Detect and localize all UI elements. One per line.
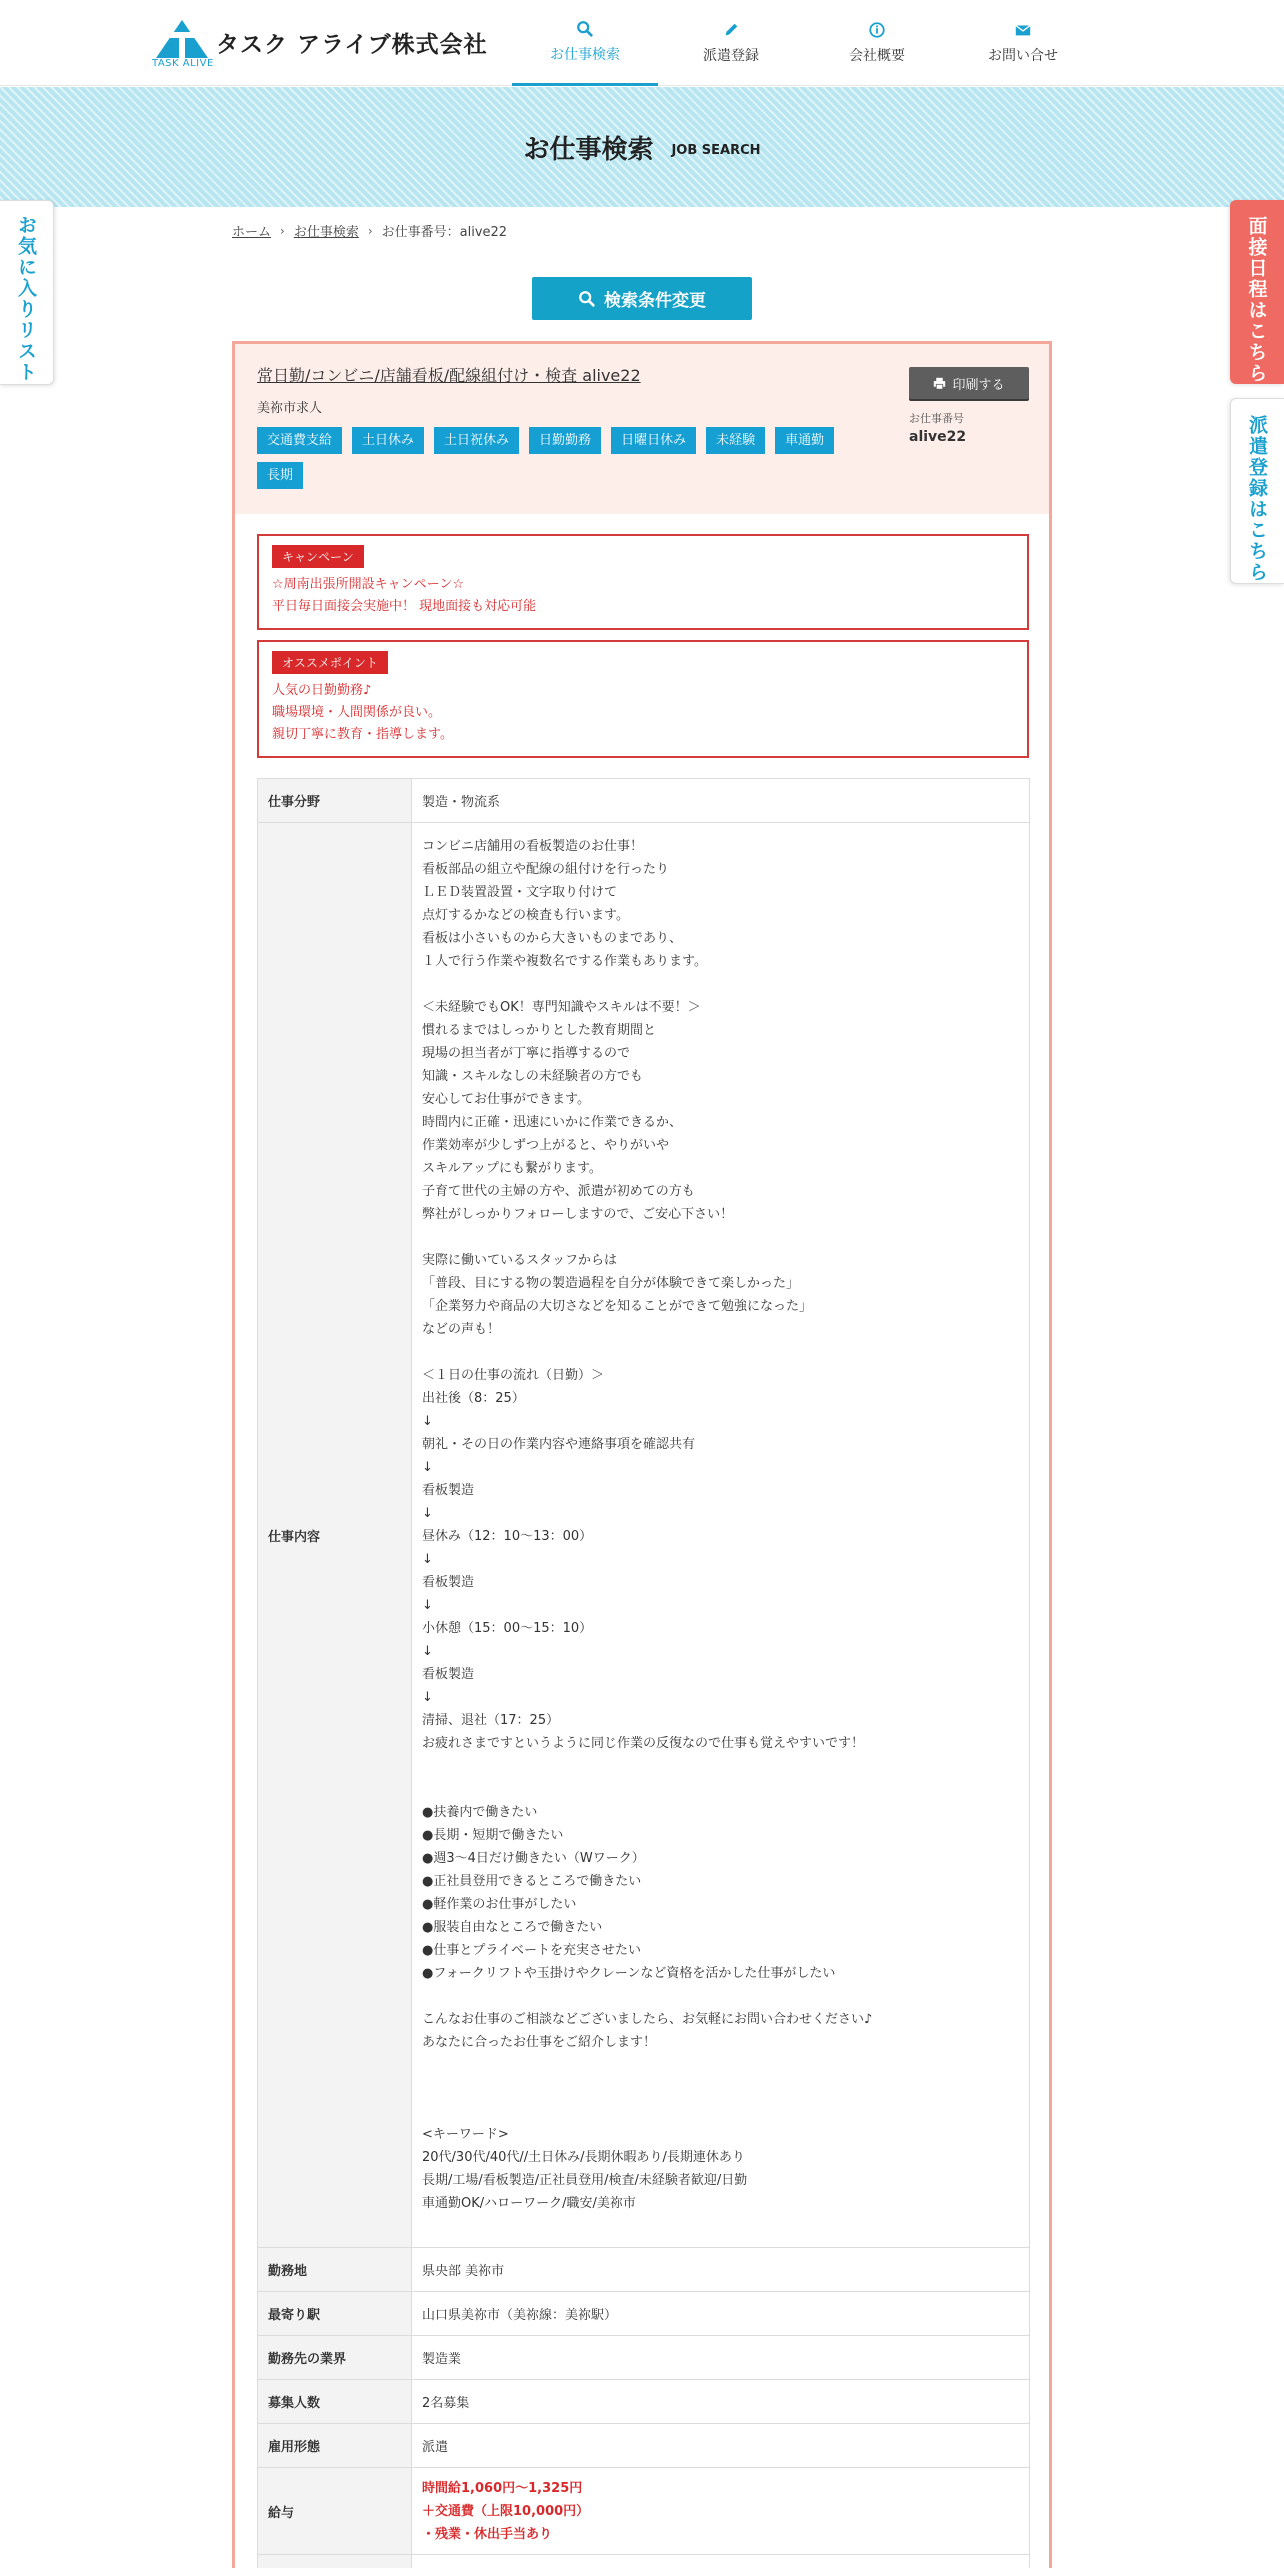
job-tags — [257, 427, 897, 497]
row-label — [258, 2555, 412, 2568]
description-line: ●週3～4日だけ働きたい（Wワーク） — [422, 1851, 645, 1866]
search-icon — [576, 20, 594, 38]
description-line: 作業効率が少しずつ上がると、やりがいや — [422, 1138, 670, 1153]
table-row — [258, 2468, 1030, 2555]
description-line: 知識・スキルなしの未経験者の方でも — [422, 1069, 643, 1084]
site-header — [0, 0, 1284, 86]
description-line: 清掃、退社（17：25） — [422, 1713, 560, 1728]
row-label: 雇用形態 — [258, 2424, 412, 2468]
description-line: 現場の担当者が丁寧に指導するので — [422, 1046, 631, 1061]
row-value: 県央部 美祢市 — [412, 2248, 1030, 2292]
campaign-line: 平日毎日面接会実施中！ 現地面接も対応可能 — [272, 599, 537, 614]
change-search-button[interactable] — [532, 277, 752, 320]
interview-tab-label: 面接日程はこちら — [1245, 216, 1268, 384]
description-line: 小休憩（15：00～15：10） — [422, 1621, 593, 1636]
logo-sub: TASK ALIVE — [152, 58, 214, 69]
nav-label: お仕事検索 — [550, 46, 620, 63]
description-line: 長期/工場/看板製造/正社員登用/検査/未経験者歓迎/日勤 — [422, 2173, 748, 2188]
job-tag: 車通勤 — [775, 427, 834, 454]
description-line: 看板部品の組立や配線の組付けを行ったり — [422, 862, 670, 877]
campaign-badge: キャンペーン — [272, 545, 364, 568]
main-nav — [512, 0, 1096, 86]
description-line: 20代/30代/40代//土日休み/長期休暇あり/長期連休あり — [422, 2150, 745, 2165]
salary-value — [412, 2468, 1030, 2555]
description-line: ↓ — [422, 1644, 433, 1659]
description-line: 看板製造 — [422, 1575, 475, 1590]
recommend-line: 親切丁寧に教育・指導します。 — [272, 727, 453, 742]
description-line: １人で行う作業や複数名でする作業もあります。 — [422, 954, 707, 969]
nav-label: 会社概要 — [849, 48, 905, 64]
description-line: こんなお仕事のご相談などございましたら、お気軽にお問い合わせください♪ — [422, 2012, 873, 2027]
table-row — [258, 2336, 1030, 2380]
logo-name: タスク アライブ株式会社 — [216, 32, 488, 58]
description-line: ＬＥＤ装置設置・文字取り付けて — [422, 885, 618, 900]
job-card-header — [235, 344, 1049, 514]
print-button[interactable] — [909, 367, 1029, 399]
nav-register[interactable] — [658, 0, 804, 86]
row-label: 最寄り駅 — [258, 2292, 412, 2336]
row-label: 仕事分野 — [258, 779, 412, 823]
description-line: ●扶養内で働きたい — [422, 1805, 538, 1820]
description-line: 子育て世代の主婦の方や、派遣が初めての方も — [422, 1184, 695, 1199]
description-line: ↓ — [422, 1690, 433, 1705]
breadcrumb — [232, 221, 507, 240]
description-line: ●服装自由なところで働きたい — [422, 1920, 603, 1935]
salary-line: 時間給1,060円～1,325円 — [422, 2480, 583, 2496]
breadcrumb-search[interactable]: お仕事検索 — [293, 225, 359, 240]
table-row — [258, 2380, 1030, 2424]
job-company: 美祢市求人 — [257, 401, 323, 416]
description-line: ↓ — [422, 1552, 433, 1567]
description-line — [422, 2100, 1019, 2123]
chevron-right-icon: › — [280, 223, 285, 238]
description-line: お疲れさまですというように同じ作業の反復なので仕事も覚えやすいです！ — [422, 1736, 865, 1751]
job-tag: 長期 — [257, 462, 303, 489]
description-line — [422, 1985, 1019, 2008]
row-label: 仕事内容 — [258, 823, 412, 2248]
description-line: 看板は小さいものから大きいものまであり、 — [422, 931, 683, 946]
register-tab-label: 派遣登録はこちら — [1246, 415, 1268, 583]
description-line — [422, 1778, 1019, 1801]
description-line — [422, 1755, 1019, 1778]
job-tag: 交通費支給 — [257, 427, 342, 454]
table-row — [258, 823, 1030, 2248]
table-row — [258, 2424, 1030, 2468]
description-line: 出社後（8：25） — [422, 1391, 525, 1406]
chevron-right-icon: › — [367, 223, 373, 238]
nav-company[interactable] — [804, 0, 950, 86]
job-number-label: お仕事番号 — [909, 412, 964, 425]
description-line: 朝礼・その日の作業内容や連絡事項を確認共有 — [422, 1437, 696, 1452]
description-line: ●フォークリフトや玉掛けやクレーンなど資格を活かした仕事がしたい — [422, 1966, 836, 1981]
description-line: スキルアップにも繋がります。 — [422, 1161, 602, 1176]
description-line — [422, 1341, 1019, 1364]
favorites-tab-label: お気に入りリスト — [15, 215, 37, 383]
description-line: <キーワード> — [422, 2127, 509, 2142]
nav-label: お問い合せ — [988, 48, 1058, 64]
page-title-en: JOB SEARCH — [671, 142, 761, 158]
description-line: ↓ — [422, 1414, 433, 1429]
job-detail-table — [257, 778, 1030, 2568]
row-value: 製造業 — [412, 2336, 1030, 2380]
description-line: ●長期・短期で働きたい — [422, 1828, 564, 1843]
description-line: ＜１日の仕事の流れ（日勤）＞ — [422, 1368, 605, 1383]
recommend-box — [257, 640, 1029, 758]
description-line: 点灯するかなどの検査も行います。 — [422, 908, 629, 923]
interview-schedule-tab[interactable] — [1230, 200, 1284, 384]
page-title-band — [0, 87, 1284, 207]
description-line: 安心してお仕事ができます。 — [422, 1092, 590, 1107]
description-line: 車通勤OK/ハローワーク/職安/美祢市 — [422, 2196, 636, 2211]
description-line: コンビニ店舗用の看板製造のお仕事！ — [422, 839, 644, 854]
row-value: 山口県美祢市（美祢線：美祢駅） — [412, 2292, 1030, 2336]
site-logo[interactable] — [152, 18, 488, 70]
description-line — [422, 1226, 1019, 1249]
description-line: 「企業努力や商品の大切さなどを知ることができて勉強になった」 — [422, 1299, 813, 1314]
info-circle-icon — [868, 21, 886, 39]
description-line: ●軽作業のお仕事がしたい — [422, 1897, 577, 1912]
description-line — [422, 2054, 1019, 2077]
job-description — [412, 823, 1030, 2248]
description-line: ↓ — [422, 1460, 433, 1475]
pencil-icon — [722, 21, 740, 39]
breadcrumb-current: お仕事番号：alive22 — [381, 225, 508, 240]
job-tag: 土日休み — [352, 427, 424, 454]
description-line: あなたに合ったお仕事をご紹介します！ — [422, 2035, 657, 2050]
job-title[interactable]: 常日勤/コンビニ/店舗看板/配線組付け・検査 alive22 — [257, 366, 641, 385]
description-line: ↓ — [422, 1598, 433, 1613]
envelope-icon — [1014, 21, 1032, 39]
description-line — [422, 973, 1019, 996]
table-row — [258, 2248, 1030, 2292]
page-title: お仕事検索 — [523, 134, 654, 165]
description-line: 看板製造 — [422, 1483, 475, 1498]
job-card — [232, 341, 1052, 2568]
campaign-line: ☆周南出張所開設キャンペーン☆ — [272, 577, 465, 592]
breadcrumb-home[interactable]: ホーム — [232, 225, 272, 240]
row-label: 募集人数 — [258, 2380, 412, 2424]
description-line: 弊社がしっかりフォローしますので、ご安心下さい！ — [422, 1207, 734, 1222]
job-tag: 日曜日休み — [611, 427, 696, 454]
description-line: ●正社員登用できるところで働きたい — [422, 1874, 642, 1889]
printer-icon — [933, 377, 946, 390]
description-line: 昼休み（12：10～13：00） — [422, 1529, 593, 1544]
job-number-value: alive22 — [909, 429, 967, 445]
description-line: 慣れるまではしっかりとした教育期間と — [422, 1023, 657, 1038]
row-value: 製造・物流系 — [412, 779, 1030, 823]
job-tag: 日勤勤務 — [529, 427, 601, 454]
nav-label: 派遣登録 — [703, 48, 759, 64]
recommend-line: 職場環境・人間関係が良い。 — [272, 705, 442, 720]
description-line: 「普段、目にする物の製造過程を自分が体験できて楽しかった」 — [422, 1276, 800, 1291]
row-label: 勤務地 — [258, 2248, 412, 2292]
recommend-badge: オススメポイント — [272, 651, 388, 674]
search-icon — [578, 290, 596, 308]
print-button-label: 印刷する — [952, 377, 1005, 393]
row-label: 給与 — [258, 2468, 412, 2555]
table-row — [258, 2555, 1030, 2568]
row-value — [412, 2555, 1030, 2568]
description-line: ↓ — [422, 1506, 433, 1521]
job-tag: 土日祝休み — [434, 427, 519, 454]
row-value: 2名募集 — [412, 2380, 1030, 2424]
description-line: などの声も！ — [422, 1322, 501, 1337]
recommend-line: 人気の日勤勤務♪ — [272, 683, 372, 698]
description-line: 看板製造 — [422, 1667, 475, 1682]
description-line: 実際に働いているスタッフからは — [422, 1253, 618, 1268]
row-label: 勤務先の業界 — [258, 2336, 412, 2380]
change-search-label: 検索条件変更 — [604, 291, 706, 311]
description-line: ＜未経験でもOK！専門知識やスキルは不要！＞ — [422, 1000, 701, 1015]
table-row — [258, 2292, 1030, 2336]
register-tab[interactable] — [1230, 398, 1284, 584]
description-line: ●仕事とプライベートを充実させたい — [422, 1943, 641, 1958]
nav-job-search[interactable] — [512, 0, 658, 86]
nav-contact[interactable] — [950, 0, 1096, 86]
campaign-box — [257, 534, 1029, 630]
description-line — [422, 2077, 1019, 2100]
favorites-tab[interactable] — [0, 200, 54, 385]
row-value: 派遣 — [412, 2424, 1030, 2468]
salary-line: ・残業・休出手当あり — [422, 2526, 553, 2542]
salary-line: ＋交通費（上限10,000円） — [422, 2503, 590, 2519]
description-line: 時間内に正確・迅速にいかに作業できるか、 — [422, 1115, 683, 1130]
table-row — [258, 779, 1030, 823]
job-tag: 未経験 — [706, 427, 765, 454]
